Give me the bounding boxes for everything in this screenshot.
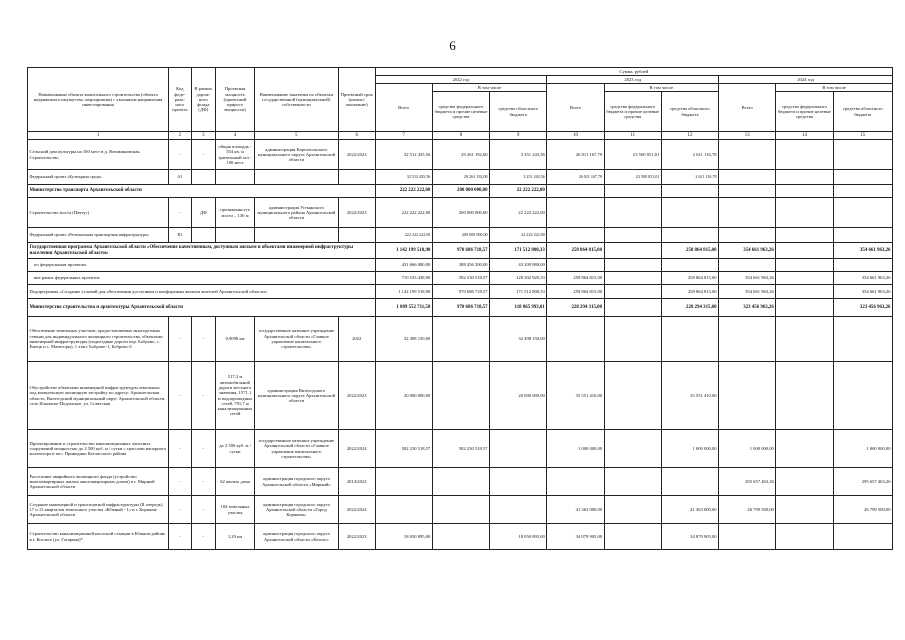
value-cell bbox=[490, 430, 547, 468]
section-title: Министерство строительства и архитектуры Архангельской области bbox=[28, 299, 376, 317]
term bbox=[338, 228, 375, 243]
header-regional: средства областного бюджета bbox=[490, 92, 547, 132]
value-cell: 354 661 963,26 bbox=[719, 285, 776, 299]
value-cell: 35 551 410,00 bbox=[547, 362, 604, 430]
column-number: 14 bbox=[776, 132, 833, 140]
value-cell bbox=[661, 468, 718, 496]
capacity bbox=[216, 228, 255, 243]
customer: государственное казенное учреждение Архангельской области «Главное управление капитального строительства» bbox=[254, 430, 338, 468]
term: 2022/2023 bbox=[338, 198, 375, 228]
value-cell bbox=[661, 259, 718, 272]
value-cell: 222 222 222,00 bbox=[375, 228, 432, 243]
value-cell bbox=[776, 272, 833, 285]
header-incl: В том числе bbox=[776, 84, 893, 92]
value-cell bbox=[547, 259, 604, 272]
column-number: 3 bbox=[191, 132, 216, 140]
header-capacity: Проектная мощность (проектный прирост мощности) bbox=[216, 68, 255, 132]
value-cell bbox=[833, 140, 892, 170]
road-fund: - bbox=[191, 362, 216, 430]
value-cell bbox=[661, 198, 718, 228]
value-cell bbox=[604, 198, 661, 228]
table-row bbox=[28, 228, 893, 243]
column-number: 4 bbox=[216, 132, 255, 140]
value-cell bbox=[719, 140, 776, 170]
term: 2022 bbox=[338, 317, 375, 362]
value-cell bbox=[776, 140, 833, 170]
table-row bbox=[28, 259, 893, 272]
fed-code: - bbox=[169, 140, 191, 170]
value-cell bbox=[604, 496, 661, 524]
value-cell bbox=[604, 317, 661, 362]
value-cell bbox=[776, 468, 833, 496]
value-cell: 43 209 880,00 bbox=[490, 259, 547, 272]
column-number: 11 bbox=[604, 132, 661, 140]
table-row bbox=[28, 285, 893, 299]
fed-code: - bbox=[169, 317, 191, 362]
value-cell bbox=[547, 468, 604, 496]
capacity: 1,29 км bbox=[216, 524, 255, 550]
value-cell bbox=[776, 362, 833, 430]
value-cell bbox=[547, 185, 604, 198]
object-name: Обеспечение земельных участков, предоставляемых многодетным семьям для индивидуального жилищного строительства, объектами инженерной инфраструктуры (подъездные дороги пер. Боброво, с. Емецк и с. Матигоры), 1 этап: Боброво-1, Боброво-2 bbox=[28, 317, 169, 362]
section-title: Министерство транспорта Архангельской области bbox=[28, 185, 376, 198]
value-cell: 970 686 718,57 bbox=[432, 285, 489, 299]
road-fund: - bbox=[191, 468, 216, 496]
value-cell: 34 879 905,00 bbox=[661, 524, 718, 550]
fed-code: - bbox=[169, 524, 191, 550]
value-cell: 20 000 000,00 bbox=[375, 362, 432, 430]
value-cell: 970 686 718,57 bbox=[432, 243, 489, 259]
capacity: 0,9098 км bbox=[216, 317, 255, 362]
header-federal: средства федерального бюджета и прочие целевые средства bbox=[776, 92, 833, 132]
object-name: Строительство моста (Пачтус) bbox=[28, 198, 169, 228]
table-row bbox=[28, 170, 893, 185]
object-name: Федеральный проект «Культурная среда» bbox=[28, 170, 169, 185]
value-cell: 200 000 000,00 bbox=[432, 228, 489, 243]
road-fund: - bbox=[191, 524, 216, 550]
value-cell bbox=[604, 259, 661, 272]
object-name: Расселение аварийного жилищного фонда (устройство многоквартирных жилых многоквартирных домов) в г. Мирный Архангельской области bbox=[28, 468, 169, 496]
column-number: 7 bbox=[375, 132, 432, 140]
header-total: Всего bbox=[375, 84, 432, 132]
value-cell bbox=[833, 228, 892, 243]
value-cell: 26 799 500,00 bbox=[833, 496, 892, 524]
value-cell bbox=[776, 170, 833, 185]
value-cell bbox=[604, 362, 661, 430]
header-term: Проектный срок (начало/окончание) bbox=[338, 68, 375, 132]
value-cell bbox=[776, 285, 833, 299]
value-cell bbox=[604, 524, 661, 550]
value-cell: 323 456 963,26 bbox=[719, 299, 776, 317]
value-cell: 582 230 518,57 bbox=[432, 272, 489, 285]
value-cell: 32 512 435,56 bbox=[375, 170, 432, 185]
column-number: 9 bbox=[490, 132, 547, 140]
customer bbox=[254, 170, 338, 185]
table-row bbox=[28, 430, 893, 468]
value-cell: 32 498 150,00 bbox=[490, 317, 547, 362]
term: 2014/2022 bbox=[338, 468, 375, 496]
value-cell: 354 661 963,26 bbox=[833, 272, 892, 285]
value-cell bbox=[604, 299, 661, 317]
value-cell: 258 864 815,00 bbox=[661, 285, 718, 299]
column-number-row bbox=[28, 132, 893, 140]
value-cell: 171 512 800,33 bbox=[490, 243, 547, 259]
value-cell: 128 302 920,33 bbox=[490, 272, 547, 285]
capacity: общая площадь - 554 кв. м зрительный зал - 100 мест bbox=[216, 140, 255, 170]
value-cell: 2 611 116,78 bbox=[661, 170, 718, 185]
value-cell bbox=[375, 468, 432, 496]
capacity: 517,3 м автомобильной дороги местного значения, 1571,1 м водопроводных сетей, 791,7 м канализационных сетей bbox=[216, 362, 255, 430]
fed-code: - bbox=[169, 496, 191, 524]
value-cell bbox=[719, 185, 776, 198]
value-cell: 1 000 000,00 bbox=[547, 430, 604, 468]
table-row bbox=[28, 317, 893, 362]
value-cell: 18 050 895,00 bbox=[490, 524, 547, 550]
value-cell bbox=[547, 228, 604, 243]
object-name: Федеральный проект «Региональная транспортная инфраструктура» bbox=[28, 228, 169, 243]
object-name: Строительство канализационной насосной станции в Южном районе в г. Котласе (ул. Гагарина)* bbox=[28, 524, 169, 550]
fed-code: - bbox=[169, 430, 191, 468]
value-cell bbox=[776, 430, 833, 468]
table-row bbox=[28, 243, 893, 259]
fed-code: - bbox=[169, 198, 191, 228]
customer: администрация Каргопольского муниципального округа Архангельской области bbox=[254, 140, 338, 170]
header-total: Всего bbox=[547, 84, 604, 132]
road-fund: - bbox=[191, 140, 216, 170]
road-fund: - bbox=[191, 496, 216, 524]
value-cell bbox=[375, 496, 432, 524]
value-cell: 22 222 222,00 bbox=[490, 198, 547, 228]
fed-code: A1 bbox=[169, 170, 191, 185]
term: 2022/2023 bbox=[338, 140, 375, 170]
header-regional: средства областного бюджета bbox=[833, 92, 892, 132]
table-row bbox=[28, 524, 893, 550]
value-cell: 431 666 080,00 bbox=[375, 259, 432, 272]
value-cell: 32 498 150,00 bbox=[375, 317, 432, 362]
value-cell: 2 611 116,78 bbox=[661, 140, 718, 170]
value-cell: 23 500 051,01 bbox=[604, 140, 661, 170]
column-number: 13 bbox=[719, 132, 776, 140]
value-cell bbox=[776, 299, 833, 317]
value-cell bbox=[661, 228, 718, 243]
value-cell bbox=[604, 272, 661, 285]
value-cell: 228 294 315,00 bbox=[547, 299, 604, 317]
value-cell bbox=[432, 524, 489, 550]
value-cell bbox=[661, 185, 718, 198]
value-cell: 18 050 895,00 bbox=[375, 524, 432, 550]
table-row bbox=[28, 468, 893, 496]
program-title: Государственная программа Архангельской области «Обеспечение качественным, доступным жильем и объектами инженерной инфраструктуры населения Архангельской области» bbox=[28, 243, 376, 259]
value-cell: 354 661 963,26 bbox=[719, 243, 776, 259]
header-year-2022: 2022 год bbox=[375, 76, 547, 84]
fed-code: - bbox=[169, 468, 191, 496]
table-row bbox=[28, 198, 893, 228]
fed-code: R1 bbox=[169, 228, 191, 243]
capacity bbox=[216, 170, 255, 185]
value-cell: 582 230 518,57 bbox=[432, 430, 489, 468]
value-cell: 258 864 815,00 bbox=[547, 272, 604, 285]
term: 2022/2024 bbox=[338, 430, 375, 468]
capacity: 184 земельных участка bbox=[216, 496, 255, 524]
column-number: 2 bbox=[169, 132, 191, 140]
investment-table bbox=[27, 67, 893, 550]
value-cell bbox=[833, 185, 892, 198]
value-cell bbox=[776, 317, 833, 362]
customer bbox=[254, 228, 338, 243]
value-cell: 200 000 000,00 bbox=[432, 198, 489, 228]
value-cell bbox=[833, 317, 892, 362]
value-cell: 258 864 815,00 bbox=[547, 285, 604, 299]
value-cell: 970 686 718,57 bbox=[432, 299, 489, 317]
capacity: до 2 500 куб. м / сутки bbox=[216, 430, 255, 468]
header-total: Всего bbox=[719, 84, 776, 132]
value-cell bbox=[719, 198, 776, 228]
object-name: Обустройство объектами инженерной инфраструктуры земельных под комплексную жилищную застройку по адресу: Архангельская область, Вилегодский муниципальный округ Архангельской области, село Ильинско-Подомское, ул. Советская bbox=[28, 362, 169, 430]
value-cell bbox=[432, 468, 489, 496]
value-cell: 200 000 000,00 bbox=[432, 185, 489, 198]
value-cell: 20 000 000,00 bbox=[490, 362, 547, 430]
value-cell: 222 222 222,00 bbox=[375, 198, 432, 228]
header-federal: средства федерального бюджета и прочие целевые средства bbox=[432, 92, 489, 132]
value-cell bbox=[833, 362, 892, 430]
value-cell: 354 661 963,26 bbox=[833, 285, 892, 299]
value-cell: 354 661 963,26 bbox=[833, 243, 892, 259]
value-cell bbox=[833, 170, 892, 185]
object-name: Проектирование и строительство канализационных очистных сооружений мощностью до 2 500 куб. м / сутки с трассами напорного коллектора в пос. Приводино Котласского района bbox=[28, 430, 169, 468]
value-cell bbox=[547, 198, 604, 228]
table-row bbox=[28, 185, 893, 198]
value-cell bbox=[833, 198, 892, 228]
customer: администрация городского округа Архангельской области «Котлас» bbox=[254, 524, 338, 550]
table-row bbox=[28, 299, 893, 317]
capacity: протяженность моста – 130 м bbox=[216, 198, 255, 228]
value-cell bbox=[719, 524, 776, 550]
value-cell: 222 222 222,00 bbox=[375, 185, 432, 198]
value-cell bbox=[547, 317, 604, 362]
page-number: 6 bbox=[449, 38, 456, 53]
term: 2022/2024 bbox=[338, 496, 375, 524]
value-cell bbox=[719, 228, 776, 243]
value-cell: 1 000 000,00 bbox=[833, 430, 892, 468]
value-cell bbox=[604, 468, 661, 496]
header-road-fund: В рамках дорож-ного фонда (ДФ) bbox=[191, 68, 216, 132]
header-regional: средства областного бюджета bbox=[661, 92, 718, 132]
road-fund: ДФ bbox=[191, 198, 216, 228]
header-incl: В том числе bbox=[604, 84, 719, 92]
value-cell: 258 864 815,00 bbox=[547, 243, 604, 259]
term: 2022/2023 bbox=[338, 524, 375, 550]
value-cell: 1 089 552 711,58 bbox=[375, 299, 432, 317]
value-cell bbox=[776, 185, 833, 198]
value-cell: 228 294 315,00 bbox=[661, 299, 718, 317]
capacity: 62 жилых дома bbox=[216, 468, 255, 496]
value-cell: 23 500 051,01 bbox=[604, 170, 661, 185]
column-number: 1 bbox=[28, 132, 169, 140]
value-cell: 41 363 000,00 bbox=[661, 496, 718, 524]
value-cell: 710 533 438,90 bbox=[375, 272, 432, 285]
value-cell bbox=[432, 317, 489, 362]
road-fund bbox=[191, 170, 216, 185]
term: 2022/2023 bbox=[338, 362, 375, 430]
term bbox=[338, 170, 375, 185]
value-cell: 1 000 000,00 bbox=[719, 430, 776, 468]
value-cell: 32 512 435,56 bbox=[375, 140, 432, 170]
value-cell bbox=[490, 468, 547, 496]
fed-code: - bbox=[169, 362, 191, 430]
column-number: 5 bbox=[254, 132, 338, 140]
value-cell bbox=[833, 259, 892, 272]
value-cell: 1 142 199 518,90 bbox=[375, 285, 432, 299]
value-cell: 22 222 222,00 bbox=[490, 228, 547, 243]
object-name: Создание инженерной и транспортной инфраструктуры (II очередь) 17 и 15 кварталов земельного участка «Южный - 1» в г. Коряжме Архангельской области bbox=[28, 496, 169, 524]
value-cell: 295 657 463,26 bbox=[719, 468, 776, 496]
value-cell bbox=[776, 524, 833, 550]
header-object-name: Наименование объекта капитального строительства (объекта недвижимого имущества, мероприятия) с указанием направления инвестирования bbox=[28, 68, 169, 132]
table-row bbox=[28, 272, 893, 285]
header-year-2024: 2024 год bbox=[719, 76, 893, 84]
column-number: 15 bbox=[833, 132, 892, 140]
value-cell: 29 261 192,00 bbox=[432, 170, 489, 185]
value-cell: 118 865 993,01 bbox=[490, 299, 547, 317]
customer: администрация городского округа Архангельской области «Город Коряжма» bbox=[254, 496, 338, 524]
value-cell: 34 879 905,00 bbox=[547, 524, 604, 550]
value-cell: 3 251 243,56 bbox=[490, 140, 547, 170]
value-cell bbox=[661, 317, 718, 362]
value-cell: 582 230 518,57 bbox=[375, 430, 432, 468]
value-cell: 323 456 963,26 bbox=[833, 299, 892, 317]
value-cell bbox=[432, 362, 489, 430]
value-cell bbox=[833, 524, 892, 550]
value-cell bbox=[490, 496, 547, 524]
subtotal-label: вне рамок федеральных проектов bbox=[28, 272, 376, 285]
value-cell bbox=[604, 228, 661, 243]
value-cell bbox=[719, 362, 776, 430]
value-cell bbox=[776, 259, 833, 272]
value-cell: 354 661 963,26 bbox=[719, 272, 776, 285]
value-cell bbox=[776, 198, 833, 228]
value-cell bbox=[604, 243, 661, 259]
value-cell: 41 363 000,00 bbox=[547, 496, 604, 524]
value-cell: 35 551 410,00 bbox=[661, 362, 718, 430]
road-fund bbox=[191, 228, 216, 243]
header-customer: Наименование заказчика по объектам государственной (муниципальной) собственности bbox=[254, 68, 338, 132]
value-cell: 388 456 200,00 bbox=[432, 259, 489, 272]
value-cell: 26 011 167,79 bbox=[547, 140, 604, 170]
customer: администрация Устьянского муниципального района Архангельской области bbox=[254, 198, 338, 228]
column-number: 12 bbox=[661, 132, 718, 140]
column-number: 8 bbox=[432, 132, 489, 140]
road-fund: - bbox=[191, 430, 216, 468]
value-cell: 258 864 815,00 bbox=[661, 272, 718, 285]
subtotal-label: по федеральным проектам bbox=[28, 259, 376, 272]
customer: государственное казенное учреждение Архангельской области «Главное управление капитального строительства» bbox=[254, 317, 338, 362]
value-cell bbox=[604, 430, 661, 468]
subprogram-title: Подпрограмма «Создание условий для обеспечения доступным и комфортным жильем жителей Архангельской области» bbox=[28, 285, 376, 299]
table-row bbox=[28, 140, 893, 170]
value-cell: 171 512 800,33 bbox=[490, 285, 547, 299]
customer: администрация городского округа Архангельской области «Мирный» bbox=[254, 468, 338, 496]
value-cell bbox=[432, 496, 489, 524]
header-sum: Сумма, рублей bbox=[375, 68, 892, 76]
header-year-2023: 2023 год bbox=[547, 76, 719, 84]
value-cell bbox=[776, 243, 833, 259]
value-cell bbox=[604, 285, 661, 299]
table-row bbox=[28, 496, 893, 524]
value-cell: 3 251 243,56 bbox=[490, 170, 547, 185]
table-row bbox=[28, 362, 893, 430]
column-number: 6 bbox=[338, 132, 375, 140]
customer: администрация Вилегодского муниципального округа Архангельской области bbox=[254, 362, 338, 430]
object-name: Сельский дом культуры на 100 мест в д. Витяминовская. Строительство bbox=[28, 140, 169, 170]
value-cell: 295 657 463,26 bbox=[833, 468, 892, 496]
value-cell: 1 000 000,00 bbox=[661, 430, 718, 468]
value-cell: 26 799 500,00 bbox=[719, 496, 776, 524]
column-number: 10 bbox=[547, 132, 604, 140]
value-cell: 1 142 199 518,90 bbox=[375, 243, 432, 259]
header-fed-code: Код феде-раль-ного проекта bbox=[169, 68, 191, 132]
value-cell: 29 261 192,00 bbox=[432, 140, 489, 170]
value-cell bbox=[604, 185, 661, 198]
value-cell bbox=[719, 317, 776, 362]
value-cell: 22 222 222,00 bbox=[490, 185, 547, 198]
road-fund: - bbox=[191, 317, 216, 362]
header-incl: В том числе bbox=[432, 84, 547, 92]
value-cell: 258 864 815,00 bbox=[661, 243, 718, 259]
value-cell: 26 011 167,79 bbox=[547, 170, 604, 185]
value-cell bbox=[719, 259, 776, 272]
value-cell bbox=[776, 228, 833, 243]
value-cell bbox=[719, 170, 776, 185]
value-cell bbox=[776, 496, 833, 524]
header-federal: средства федерального бюджета и прочие целевые средства bbox=[604, 92, 661, 132]
